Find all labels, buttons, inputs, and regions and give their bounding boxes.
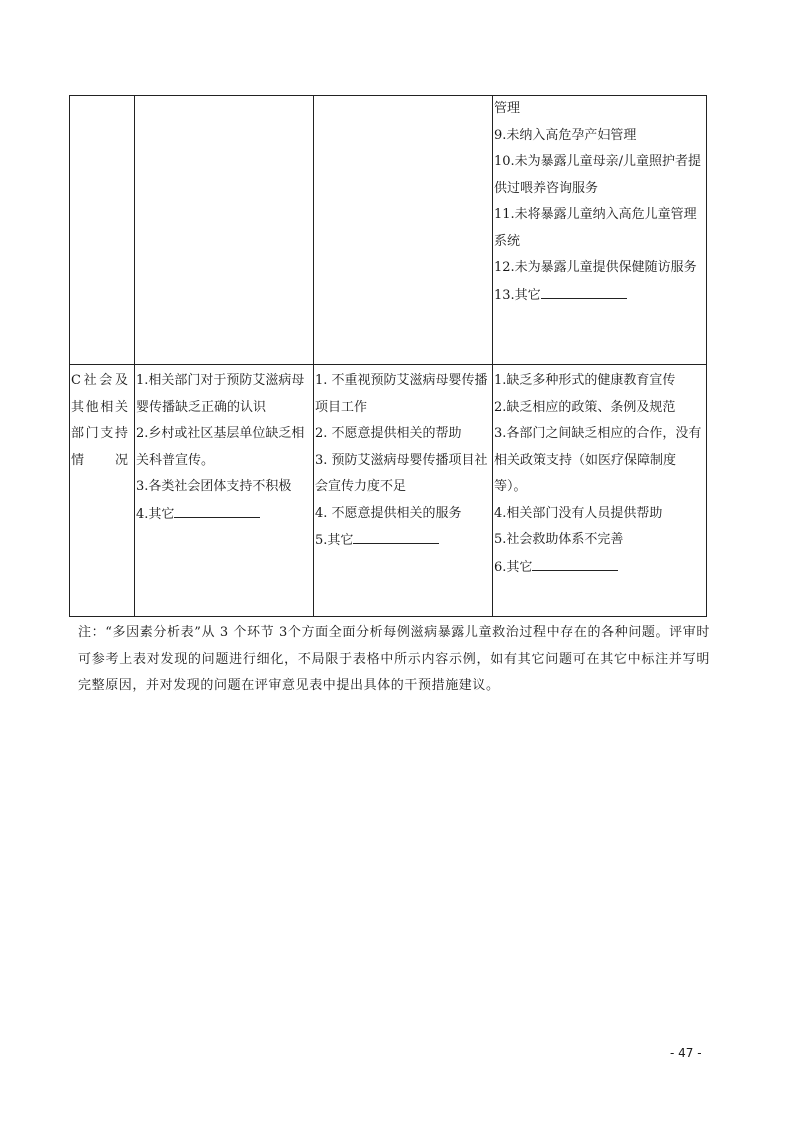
list-item: 1. 不重视预防艾滋病母婴传播项目工作 [315, 373, 488, 415]
list-item: 9.未纳入高危孕产妇管理 [494, 127, 637, 143]
fill-in-blank [532, 554, 618, 571]
list-item: 12.未为暴露儿童提供保健随访服务 [494, 260, 697, 275]
list-item-other [315, 527, 490, 555]
table-cell-items [135, 365, 314, 617]
table-row-continued [70, 96, 707, 365]
other-label: 6.其它 [494, 559, 533, 575]
list-item: 4.相关部门没有人员提供帮助 [494, 505, 663, 521]
factor-label: C社会及其他相关部门支持情况 [71, 373, 128, 468]
other-label: 4.其它 [136, 506, 175, 522]
list-item: 1.相关部门对于预防艾滋病母婴传播缺乏正确的认识 [136, 373, 305, 415]
table-row-social-support [70, 365, 707, 617]
other-label: 13.其它 [494, 287, 541, 303]
multi-factor-analysis-table [69, 95, 707, 617]
list-item: 10.未为暴露儿童母亲/儿童照护者提供过喂养咨询服务 [494, 154, 702, 196]
table-cell-empty [70, 96, 135, 365]
list-item: 3.各部门之间缺乏相应的合作，没有相关政策支持（如医疗保障制度等）。 [494, 426, 702, 494]
table-cell-empty [135, 96, 314, 365]
table-cell-continued-items [493, 96, 707, 365]
page-number: - 47 - [670, 1046, 702, 1060]
factor-label-cell [70, 365, 135, 617]
list-item: 4. 不愿意提供相关的服务 [315, 505, 462, 521]
list-item: 5.社会救助体系不完善 [494, 532, 624, 547]
table-cell-items [493, 365, 707, 617]
list-item: 3.各类社会团体支持不积极 [136, 479, 292, 494]
list-item: 2.乡村或社区基层单位缺乏相关科普宣传。 [136, 426, 305, 468]
list-item: 11.未将暴露儿童纳入高危儿童管理系统 [494, 207, 697, 249]
list-item-other [136, 501, 311, 529]
list-item: 3. 预防艾滋病母婴传播项目社会宣传力度不足 [315, 452, 488, 494]
table-footnote: 注：“多因素分析表”从 3 个环节 3个方面全面分析每例滋病暴露儿童救治过程中存在的各种问题。评审时可参考上表对发现的问题进行细化，不局限于表格中所示内容示例，如有其它问题可在其它中标注并写明完整原因，并对发现的问题在评审意见表中提出具体的干预措施建议。 [78, 625, 710, 693]
table-cell-empty [314, 96, 493, 365]
list-item-other [494, 282, 704, 310]
fill-in-blank [353, 527, 439, 544]
fill-in-blank [174, 501, 260, 518]
fill-in-blank [541, 282, 627, 299]
list-item-other [494, 554, 704, 582]
list-item: 1.缺乏多种形式的健康教育宣传 [494, 373, 676, 388]
list-item: 2. 不愿意提供相关的帮助 [315, 426, 462, 441]
list-item: 管理 [494, 101, 521, 116]
table-cell-items [314, 365, 493, 617]
list-item: 2.缺乏相应的政策、条例及规范 [494, 399, 676, 415]
other-label: 5.其它 [315, 533, 354, 548]
